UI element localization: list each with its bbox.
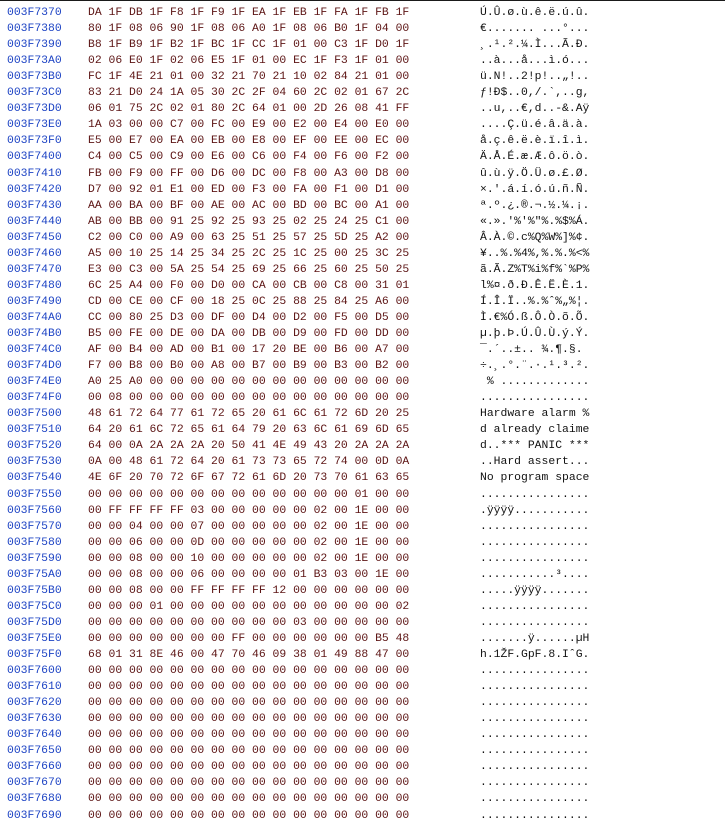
ascii-text[interactable]: ƒ!Ð$..0,/.`,..g, (480, 87, 590, 100)
ascii-text[interactable]: ................ (480, 616, 590, 629)
offset-address: 003F7530 (7, 456, 62, 469)
ascii-text[interactable]: ................ (480, 729, 590, 742)
hex-bytes[interactable]: C2 00 C0 00 A9 00 63 25 51 25 57 25 5D 25 A2 00 (88, 231, 410, 244)
hex-row[interactable] (0, 262, 725, 278)
hex-bytes[interactable]: 4E 6F 20 70 72 6F 67 72 61 6D 20 73 70 61 63 65 (88, 472, 410, 485)
offset-address: 003F74E0 (7, 376, 62, 389)
ascii-text[interactable]: ..à...å...ì.ó... (480, 55, 590, 68)
offset-address: 003F73D0 (7, 103, 62, 116)
offset-address: 003F7450 (7, 231, 62, 244)
hex-row[interactable] (0, 182, 725, 198)
offset-address: 003F73B0 (7, 71, 62, 84)
ascii-text[interactable]: .......ÿ......µH (480, 632, 590, 645)
offset-address: 003F7640 (7, 729, 62, 742)
offset-address: 003F7570 (7, 520, 62, 533)
offset-address: 003F75E0 (7, 632, 62, 645)
offset-address: 003F74B0 (7, 328, 62, 340)
hex-bytes[interactable]: 1A 03 00 00 C7 00 FC 00 E9 00 E2 00 E4 00 E0 00 (88, 119, 410, 132)
ascii-text[interactable]: ª.º.¿.®.¬.½.¼.¡. (480, 199, 590, 212)
offset-address: 003F73F0 (7, 135, 62, 148)
offset-address: 003F7580 (7, 536, 62, 549)
hex-bytes[interactable]: DA 1F DB 1F F8 1F F9 1F EA 1F EB 1F FA 1F FB 1F (88, 7, 410, 19)
hex-bytes[interactable]: 00 00 00 00 00 00 00 00 00 00 00 00 00 00 00 00 (88, 681, 410, 694)
hex-row[interactable] (0, 133, 725, 149)
ascii-text[interactable]: ã.Ã.Z%T%i%f%`%P% (480, 263, 590, 276)
ascii-text[interactable]: ................ (480, 665, 590, 678)
offset-address: 003F7590 (7, 552, 62, 565)
hex-row[interactable] (0, 294, 725, 310)
hex-row[interactable] (0, 422, 725, 438)
ascii-text[interactable]: ................ (480, 552, 590, 565)
offset-address: 003F73A0 (7, 55, 62, 68)
hex-row[interactable] (0, 727, 725, 743)
hex-row[interactable] (0, 310, 725, 326)
ascii-text[interactable]: €....... ...°... (480, 23, 590, 36)
offset-address: 003F7470 (7, 263, 62, 276)
hex-row[interactable] (0, 775, 725, 791)
hex-bytes[interactable]: 06 01 75 2C 02 01 80 2C 64 01 00 2D 26 08 41 FF (88, 103, 410, 116)
ascii-text[interactable]: ¥..%.%4%,%.%.%<% (480, 247, 590, 260)
hex-bytes[interactable]: 64 20 61 6C 72 65 61 64 79 20 63 6C 61 69 6D 65 (88, 424, 410, 437)
offset-address: 003F7380 (7, 23, 62, 36)
hex-bytes[interactable]: AA 00 BA 00 BF 00 AE 00 AC 00 BD 00 BC 00 A1 00 (88, 199, 410, 212)
hex-bytes[interactable]: A5 00 10 25 14 25 34 25 2C 25 1C 25 00 25 3C 25 (88, 247, 410, 260)
hex-bytes[interactable]: 00 00 00 00 00 00 00 00 00 00 00 00 00 00 00 00 (88, 761, 410, 774)
ascii-text[interactable]: Â.À.©.c%Q%W%]%¢. (480, 231, 590, 244)
offset-address: 003F7400 (7, 151, 62, 164)
ascii-text[interactable]: l%¤.ð.Ð.Ê.Ë.È.1. (480, 279, 590, 292)
hex-row[interactable] (0, 663, 725, 679)
hex-row[interactable] (0, 278, 725, 294)
offset-address: 003F74C0 (7, 344, 62, 357)
ascii-text[interactable]: ü.N!..2!p!..„!.. (480, 71, 590, 84)
ascii-text[interactable]: ................ (480, 488, 590, 501)
hex-row[interactable] (0, 117, 725, 133)
ascii-text[interactable]: ....Ç.ü.é.â.ä.à. (480, 119, 590, 132)
offset-address: 003F7430 (7, 199, 62, 212)
hex-bytes[interactable]: F7 00 B8 00 B0 00 A8 00 B7 00 B9 00 B3 00 B2 00 (88, 360, 410, 373)
hex-row[interactable] (0, 470, 725, 486)
hex-row[interactable] (0, 535, 725, 551)
hex-row[interactable] (0, 567, 725, 583)
ascii-text[interactable]: Ú.Û.ø.ù.ê.ë.ú.û. (480, 7, 590, 19)
hex-bytes[interactable]: 6C 25 A4 00 F0 00 D0 00 CA 00 CB 00 C8 00 31 01 (88, 279, 410, 292)
hex-bytes[interactable]: 0A 00 48 61 72 64 20 61 73 73 65 72 74 00 0D 0A (88, 456, 410, 469)
ascii-text[interactable]: ................ (480, 536, 590, 549)
offset-address: 003F75B0 (7, 584, 62, 597)
offset-address: 003F7550 (7, 488, 62, 501)
hex-row[interactable] (0, 358, 725, 374)
ascii-text[interactable]: % ............. (480, 376, 590, 389)
hex-row[interactable] (0, 503, 725, 519)
offset-address: 003F7520 (7, 440, 62, 453)
hex-bytes[interactable]: 00 00 00 00 00 00 00 00 00 00 00 00 00 00 00 00 (88, 729, 410, 742)
ascii-text[interactable]: û.ù.ÿ.Ö.Ü.ø.£.Ø. (480, 167, 590, 180)
ascii-text[interactable]: h.1ŽF.GpF.8.IˆG. (480, 649, 590, 661)
offset-address: 003F7670 (7, 777, 62, 790)
offset-address: 003F7650 (7, 745, 62, 758)
offset-address: 003F75C0 (7, 600, 62, 613)
offset-address: 003F7440 (7, 215, 62, 228)
ascii-text[interactable]: ................ (480, 392, 590, 405)
hex-row[interactable] (0, 342, 725, 358)
ascii-text[interactable]: d already claime (480, 424, 590, 437)
hex-bytes[interactable]: FB 00 F9 00 FF 00 D6 00 DC 00 F8 00 A3 00 D8 00 (88, 167, 410, 180)
hex-row[interactable] (0, 37, 725, 53)
offset-address: 003F7390 (7, 39, 62, 52)
offset-address: 003F7540 (7, 472, 62, 485)
offset-address: 003F73E0 (7, 119, 62, 132)
offset-address: 003F7500 (7, 408, 62, 421)
hex-bytes[interactable]: 00 00 04 00 00 07 00 00 00 00 00 02 00 1E 00 00 (88, 520, 410, 533)
hex-bytes[interactable]: CD 00 CE 00 CF 00 18 25 0C 25 88 25 84 25 A6 00 (88, 295, 410, 308)
offset-address: 003F73C0 (7, 87, 62, 100)
ascii-text[interactable]: ................ (480, 681, 590, 694)
hex-bytes[interactable]: AF 00 B4 00 AD 00 B1 00 17 20 BE 00 B6 00 A7 00 (88, 344, 410, 357)
hex-bytes[interactable]: 00 00 00 00 00 00 00 FF 00 00 00 00 00 00 B5 48 (88, 632, 410, 645)
offset-address: 003F74F0 (7, 392, 62, 405)
ascii-text[interactable]: Í.Î.Ï..%.%ˆ%„%¦. (480, 295, 590, 308)
hex-bytes[interactable]: 02 06 E0 1F 02 06 E5 1F 01 00 EC 1F F3 1F 01 00 (88, 55, 410, 68)
hex-row[interactable] (0, 166, 725, 182)
hex-bytes[interactable]: 00 00 08 00 00 10 00 00 00 00 00 02 00 1E 00 00 (88, 552, 410, 565)
offset-address: 003F75A0 (7, 568, 62, 581)
hex-row[interactable] (0, 326, 725, 342)
hex-bytes[interactable]: 00 00 00 00 00 00 00 00 00 00 00 00 00 00 00 00 (88, 777, 410, 790)
offset-address: 003F7460 (7, 247, 62, 260)
offset-address: 003F7600 (7, 665, 62, 678)
ascii-text[interactable]: µ.þ.Þ.Ú.Û.Ù.ý.Ý. (480, 328, 590, 340)
hex-bytes[interactable]: 00 00 00 00 00 00 00 00 00 00 00 00 00 00 00 00 (88, 713, 410, 726)
hex-row[interactable] (0, 551, 725, 567)
hex-bytes[interactable]: 00 FF FF FF FF 03 00 00 00 00 00 02 00 1E 00 00 (88, 504, 410, 517)
hex-bytes[interactable]: E3 00 C3 00 5A 25 54 25 69 25 66 25 60 25 50 25 (88, 263, 410, 276)
hex-bytes[interactable]: 00 00 00 01 00 00 00 00 00 00 00 00 00 00 00 02 (88, 600, 410, 613)
hex-row[interactable] (0, 583, 725, 599)
hex-row[interactable] (0, 791, 725, 807)
ascii-text[interactable]: ................ (480, 600, 590, 613)
hex-row[interactable] (0, 759, 725, 775)
hex-bytes[interactable]: 00 00 08 00 00 06 00 00 00 00 01 B3 03 00 1E 00 (88, 568, 410, 581)
hex-bytes[interactable]: 00 00 00 00 00 00 00 00 00 00 00 00 00 00 00 00 (88, 745, 410, 758)
offset-address: 003F7420 (7, 183, 62, 196)
offset-address: 003F74A0 (7, 311, 62, 324)
hex-row[interactable] (0, 85, 725, 101)
hex-row[interactable] (0, 21, 725, 37)
ascii-text[interactable]: ..Hard assert... (480, 456, 590, 469)
hex-bytes[interactable]: 00 00 00 00 00 00 00 00 00 00 00 00 00 00 00 00 (88, 809, 410, 822)
hex-bytes[interactable]: AB 00 BB 00 91 25 92 25 93 25 02 25 24 25 C1 00 (88, 215, 410, 228)
ascii-text[interactable]: ................ (480, 809, 590, 822)
ascii-text[interactable]: .....ÿÿÿÿ....... (480, 584, 590, 597)
offset-address: 003F7630 (7, 713, 62, 726)
hex-bytes[interactable]: 00 00 00 00 00 00 00 00 00 00 00 00 00 00 00 00 (88, 697, 410, 710)
hex-row[interactable] (0, 647, 725, 663)
hex-bytes[interactable]: 00 08 00 00 00 00 00 00 00 00 00 00 00 00 00 00 (88, 392, 410, 405)
offset-address: 003F7690 (7, 809, 62, 822)
hex-bytes[interactable]: 68 01 31 8E 46 00 47 70 46 09 38 01 49 88 47 00 (88, 649, 410, 661)
hex-bytes[interactable]: 80 1F 08 06 90 1F 08 06 A0 1F 08 06 B0 1F 04 00 (88, 23, 410, 36)
ascii-text[interactable]: ................ (480, 520, 590, 533)
hex-bytes[interactable]: 64 00 0A 2A 2A 2A 20 50 41 4E 49 43 20 2A 2A 2A (88, 440, 410, 453)
ascii-text[interactable]: Ì.€%Ó.ß.Ô.Ò.õ.Õ. (480, 311, 590, 324)
hex-row[interactable] (0, 438, 725, 454)
offset-address: 003F7510 (7, 424, 62, 437)
hex-row[interactable] (0, 5, 725, 21)
ascii-text[interactable]: «.».'%'%"%.%$%Á. (480, 215, 590, 228)
hex-row[interactable] (0, 406, 725, 422)
ascii-text[interactable]: ................ (480, 793, 590, 806)
hex-row[interactable] (0, 198, 725, 214)
hex-row[interactable] (0, 808, 725, 824)
hex-bytes[interactable]: D7 00 92 01 E1 00 ED 00 F3 00 FA 00 F1 00 D1 00 (88, 183, 410, 196)
hex-row[interactable] (0, 487, 725, 503)
hex-bytes[interactable]: FC 1F 4E 21 01 00 32 21 70 21 10 02 84 21 01 00 (88, 71, 410, 84)
hex-row[interactable] (0, 679, 725, 695)
hex-row[interactable] (0, 53, 725, 69)
ascii-text[interactable]: ..u,..€,d..-&.Aÿ (480, 103, 590, 116)
ascii-text[interactable]: ................ (480, 761, 590, 774)
hex-row[interactable] (0, 214, 725, 230)
ascii-text[interactable]: .ÿÿÿÿ........... (480, 504, 590, 517)
hex-row[interactable] (0, 615, 725, 631)
hex-row[interactable] (0, 454, 725, 470)
offset-address: 003F7490 (7, 295, 62, 308)
offset-address: 003F7370 (7, 7, 62, 19)
ascii-text[interactable]: ...........³.... (480, 568, 590, 581)
offset-address: 003F7480 (7, 279, 62, 292)
hex-bytes[interactable]: 00 00 06 00 00 0D 00 00 00 00 00 02 00 1E 00 00 (88, 536, 410, 549)
hex-bytes[interactable]: 00 00 00 00 00 00 00 00 00 00 00 00 00 00 00 00 (88, 665, 410, 678)
hex-row[interactable] (0, 599, 725, 615)
hex-bytes[interactable]: C4 00 C5 00 C9 00 E6 00 C6 00 F4 00 F6 00 F2 00 (88, 151, 410, 164)
hex-row[interactable] (0, 69, 725, 85)
hex-row[interactable] (0, 230, 725, 246)
ascii-text[interactable]: ×.'.á.í.ó.ú.ñ.Ñ. (480, 183, 590, 196)
hex-row[interactable] (0, 711, 725, 727)
ascii-text[interactable]: Hardware alarm % (480, 408, 590, 421)
hex-bytes[interactable]: 00 00 08 00 00 FF FF FF FF 12 00 00 00 00 00 00 (88, 584, 410, 597)
hex-row[interactable] (0, 390, 725, 406)
ascii-text[interactable]: ................ (480, 745, 590, 758)
ascii-text[interactable]: ................ (480, 697, 590, 710)
hex-row[interactable] (0, 631, 725, 647)
hex-row[interactable] (0, 519, 725, 535)
hex-row[interactable] (0, 101, 725, 117)
offset-address: 003F7560 (7, 504, 62, 517)
ascii-text[interactable]: ................ (480, 713, 590, 726)
ascii-text[interactable]: No program space (480, 472, 590, 485)
offset-address: 003F7610 (7, 681, 62, 694)
hex-bytes[interactable]: E5 00 E7 00 EA 00 EB 00 E8 00 EF 00 EE 00 EC 00 (88, 135, 410, 148)
offset-address: 003F7410 (7, 167, 62, 180)
hex-bytes[interactable]: A0 25 A0 00 00 00 00 00 00 00 00 00 00 00 00 00 (88, 376, 410, 389)
hex-bytes[interactable]: 00 00 00 00 00 00 00 00 00 00 03 00 00 00 00 00 (88, 616, 410, 629)
offset-address: 003F7660 (7, 761, 62, 774)
hex-row[interactable] (0, 246, 725, 262)
hex-bytes[interactable]: 48 61 72 64 77 61 72 65 20 61 6C 61 72 6D 20 25 (88, 408, 410, 421)
offset-address: 003F75F0 (7, 649, 62, 661)
ascii-text[interactable]: ÷.¸.°.¨.·.¹.³.². (480, 360, 590, 373)
offset-address: 003F75D0 (7, 616, 62, 629)
hex-bytes[interactable]: B8 1F B9 1F B2 1F BC 1F CC 1F 01 00 C3 1F D0 1F (88, 39, 410, 52)
ascii-text[interactable]: ¯.´..±.. ¾.¶.§. (480, 344, 583, 357)
offset-address: 003F7620 (7, 697, 62, 710)
offset-address: 003F7680 (7, 793, 62, 806)
hex-bytes[interactable]: B5 00 FE 00 DE 00 DA 00 DB 00 D9 00 FD 00 DD 00 (88, 328, 410, 340)
ascii-text[interactable]: Ä.Å.É.æ.Æ.ô.ö.ò. (480, 151, 590, 164)
ascii-text[interactable]: å.ç.ê.ë.è.ï.î.ì. (480, 135, 590, 148)
hex-row[interactable] (0, 374, 725, 390)
hex-bytes[interactable]: CC 00 80 25 D3 00 DF 00 D4 00 D2 00 F5 00 D5 00 (88, 311, 410, 324)
ascii-text[interactable]: ................ (480, 777, 590, 790)
offset-address: 003F74D0 (7, 360, 62, 373)
ascii-text[interactable]: ¸.¹.².¼.Ì...Ã.Ð. (480, 39, 590, 52)
ascii-text[interactable]: d..*** PANIC *** (480, 440, 590, 453)
hex-row[interactable] (0, 149, 725, 165)
hex-bytes[interactable]: 00 00 00 00 00 00 00 00 00 00 00 00 00 01 00 00 (88, 488, 410, 501)
hex-row[interactable] (0, 695, 725, 711)
hex-bytes[interactable]: 83 21 D0 24 1A 05 30 2C 2F 04 60 2C 02 01 67 2C (88, 87, 410, 100)
hex-row[interactable] (0, 743, 725, 759)
hex-bytes[interactable]: 00 00 00 00 00 00 00 00 00 00 00 00 00 00 00 00 (88, 793, 410, 806)
